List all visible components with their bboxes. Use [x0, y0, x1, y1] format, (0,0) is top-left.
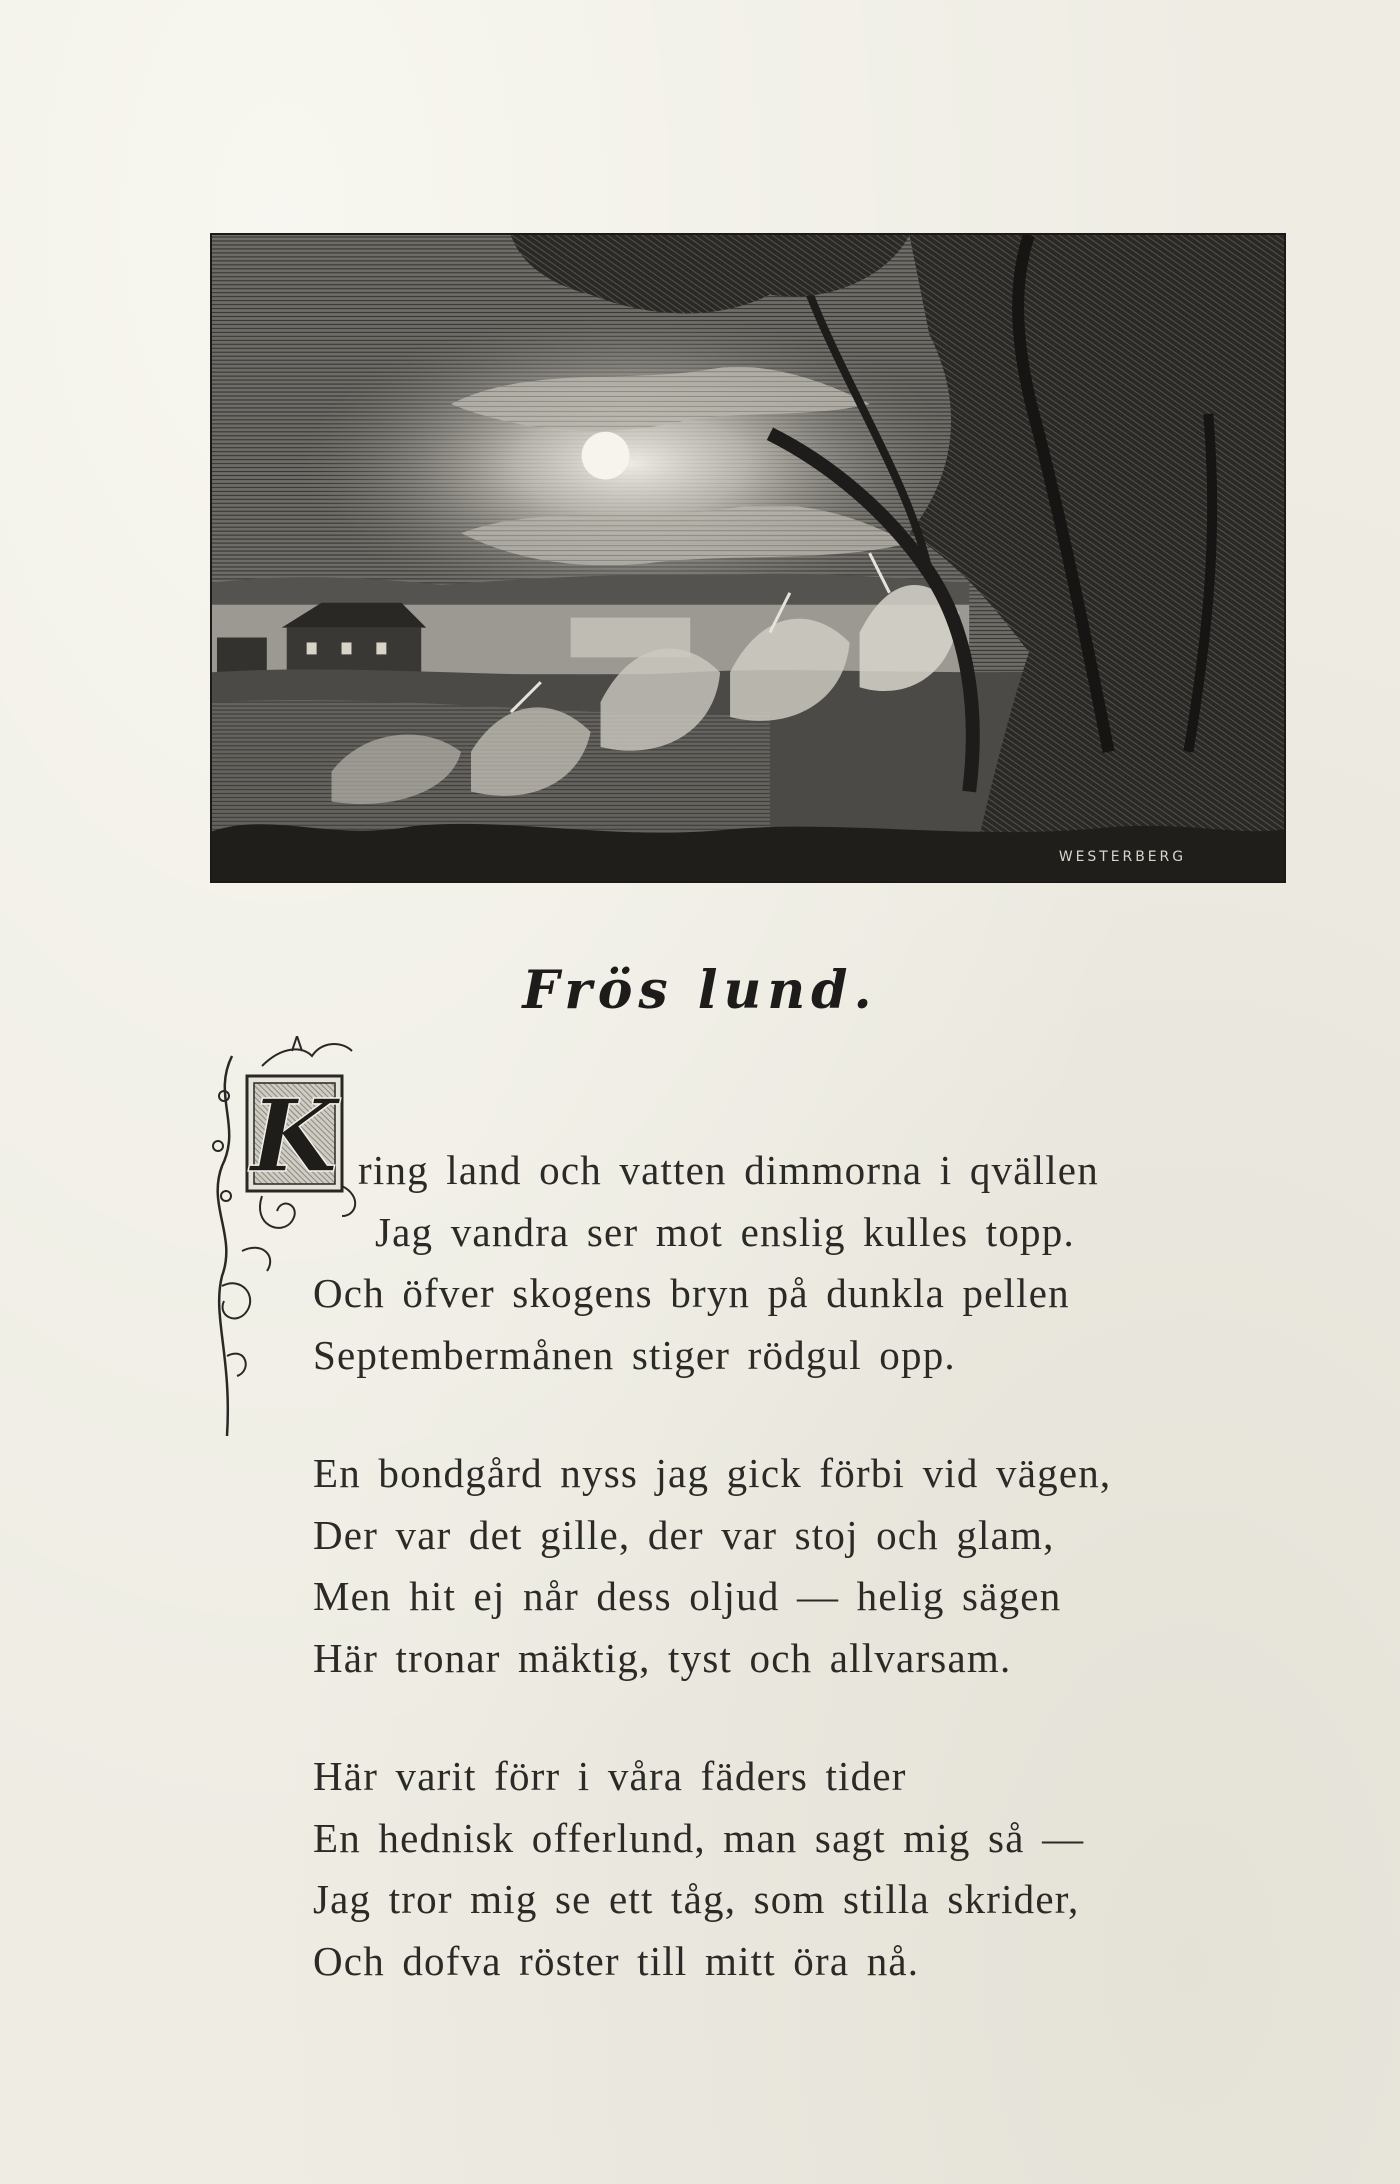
verse-line: En hednisk offerlund, man sagt mig så —: [313, 1814, 1085, 1861]
verse-line: Och öfver skogens bryn på dunkla pellen: [313, 1270, 1070, 1316]
verse-line: Men hit ej når dess oljud — helig sägen: [313, 1573, 1062, 1619]
verse-line: Här varit förr i våra fäders tider: [313, 1753, 907, 1799]
stanza-2: [313, 1443, 1313, 1689]
verse-line: Septembermånen stiger rödgul opp.: [313, 1331, 956, 1378]
verse-line: ring land och vatten dimmorna i qvällen: [358, 1147, 1099, 1193]
drop-cap-letter: K: [250, 1077, 338, 1195]
poem-title: Frös lund.: [522, 960, 878, 1021]
verse-line: Jag tror mig se ett tåg, som stilla skrider,: [313, 1876, 1080, 1922]
moonlit-procession-scene: [212, 235, 1284, 881]
engraving-illustration: [210, 233, 1286, 883]
stanza-3: [313, 1746, 1313, 1992]
verse-line: Der var det gille, der var stoj och glam,: [313, 1511, 1055, 1558]
stanza-1: [313, 1140, 1313, 1386]
engraver-signature: WESTERBERG: [1058, 849, 1187, 866]
verse-line: Jag vandra ser mot enslig kulles topp.: [375, 1208, 1075, 1255]
verse-line: Och dofva röster till mitt öra nå.: [313, 1937, 920, 1984]
verse-line: Här tronar mäktig, tyst och allvarsam.: [313, 1634, 1012, 1681]
verse-line: En bondgård nyss jag gick förbi vid vägen,: [313, 1450, 1112, 1496]
